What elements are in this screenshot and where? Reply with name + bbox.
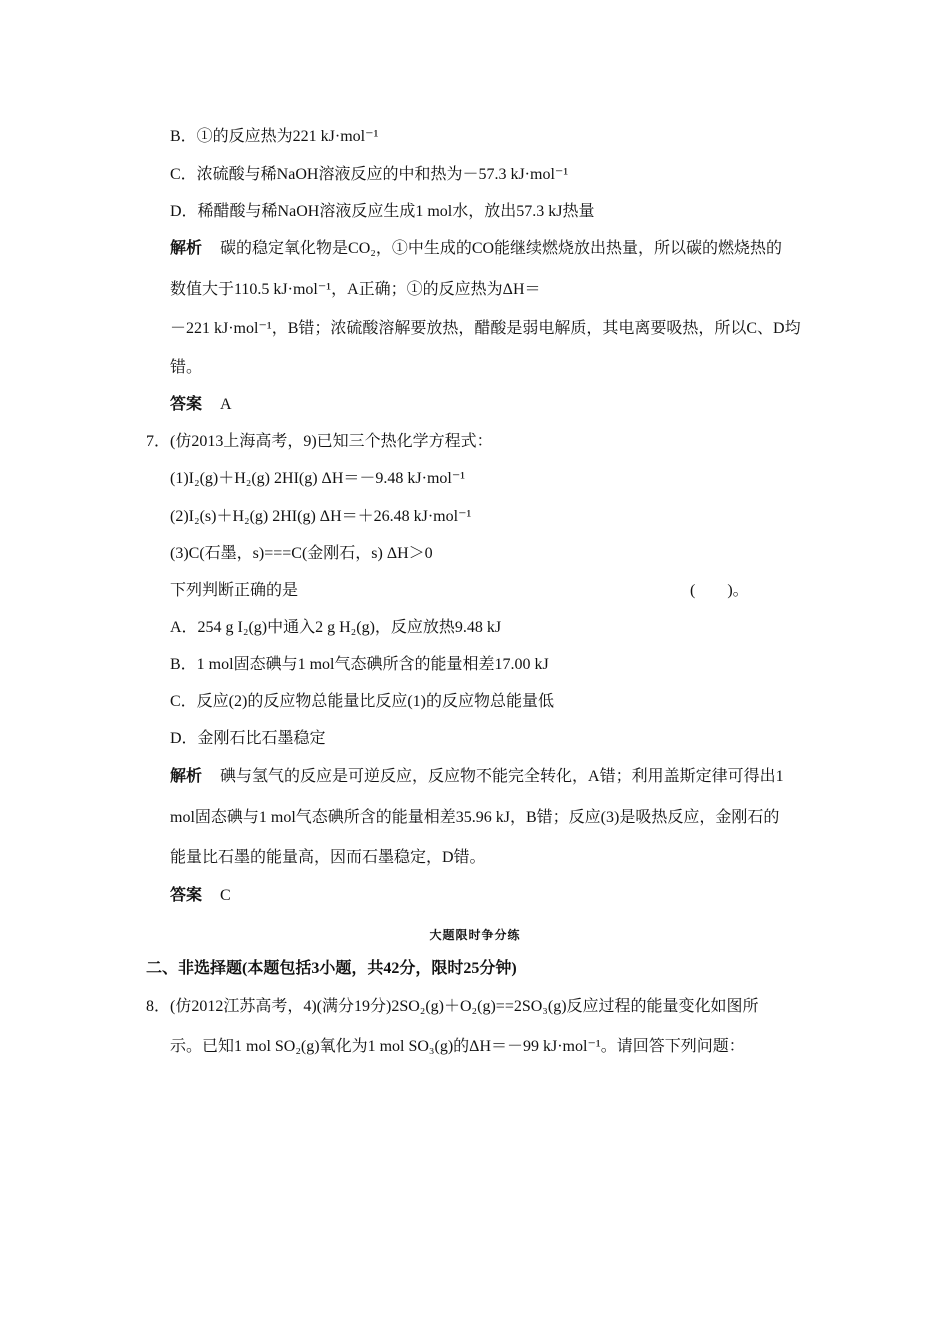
q6-analysis-line2: 数值大于110.5 kJ·mol⁻¹，A正确；①的反应热为ΔH＝ (170, 281, 541, 298)
section-title: 大题限时争分练 (429, 928, 521, 942)
q6-answer-label: 答案 (170, 396, 203, 413)
q7-analysis-label: 解析 (170, 768, 203, 785)
q7-analysis-line2: mol固态碘与1 mol气态碘所含的能量相差35.96 kJ，B错；反应(3)是吸热反应，金刚石的 (170, 809, 780, 826)
q6-option-d: D．稀醋酸与稀NaOH溶液反应生成1 mol水，放出57.3 kJ热量 (170, 203, 595, 220)
q8-line1: 8．(仿2012江苏高考，4)(满分19分)2SO₂(g)＋O₂(g)==2SO₃(g)反应过程的能量变化如图所 (146, 998, 759, 1015)
q7-option-d: D．金刚石比石墨稳定 (170, 730, 326, 747)
q6-option-c: C．浓硫酸与稀NaOH溶液反应的中和热为－57.3 kJ·mol⁻¹ (170, 166, 569, 183)
q6-analysis-line1: 解析 碳的稳定氧化物是CO₂，①中生成的CO能继续燃烧放出热量，所以碳的燃烧热的 (170, 240, 783, 257)
q7-option-a: A．254 g I₂(g)中通入2 g H₂(g)，反应放热9.48 kJ (170, 619, 502, 636)
q7-option-b: B．1 mol固态碘与1 mol气态碘所含的能量相差17.00 kJ (170, 656, 549, 673)
q6-analysis-line4: 错。 (170, 359, 203, 376)
q6-option-b: B．①的反应热为221 kJ·mol⁻¹ (170, 128, 379, 145)
q7-prompt: 下列判断正确的是 (170, 582, 299, 599)
q8-line2: 示。已知1 mol SO₂(g)氧化为1 mol SO₃(g)的ΔH＝－99 kJ·mol⁻¹。请回答下列问题： (170, 1038, 745, 1055)
q6-analysis-label: 解析 (170, 240, 203, 257)
q7-option-c: C．反应(2)的反应物总能量比反应(1)的反应物总能量低 (170, 693, 554, 710)
q7-answer-bracket: ( )。 (690, 582, 749, 599)
part2-heading: 二、非选择题(本题包括3小题，共42分，限时25分钟) (146, 960, 517, 977)
q6-analysis-line3: －221 kJ·mol⁻¹，B错；浓硫酸溶解要放热，醋酸是弱电解质，其电离要吸热，所以C、D均 (170, 320, 801, 337)
q7-answer: 答案 C (170, 887, 231, 904)
q6-answer: 答案 A (170, 396, 232, 413)
q7-eq3: (3)C(石墨，s)===C(金刚石，s) ΔH＞0 (170, 545, 433, 562)
q7-analysis-line1: 解析 碘与氢气的反应是可逆反应，反应物不能完全转化，A错；利用盖斯定律可得出1 (170, 768, 784, 785)
q7-answer-label: 答案 (170, 887, 203, 904)
q7-eq1: (1)I₂(g)＋H₂(g) 2HI(g) ΔH＝－9.48 kJ·mol⁻¹ (170, 470, 466, 487)
q7-stem: 7．(仿2013上海高考，9)已知三个热化学方程式： (146, 433, 493, 450)
q7-analysis-line3: 能量比石墨的能量高，因而石墨稳定，D错。 (170, 849, 486, 866)
q7-eq2: (2)I₂(s)＋H₂(g) 2HI(g) ΔH＝＋26.48 kJ·mol⁻¹ (170, 508, 472, 525)
